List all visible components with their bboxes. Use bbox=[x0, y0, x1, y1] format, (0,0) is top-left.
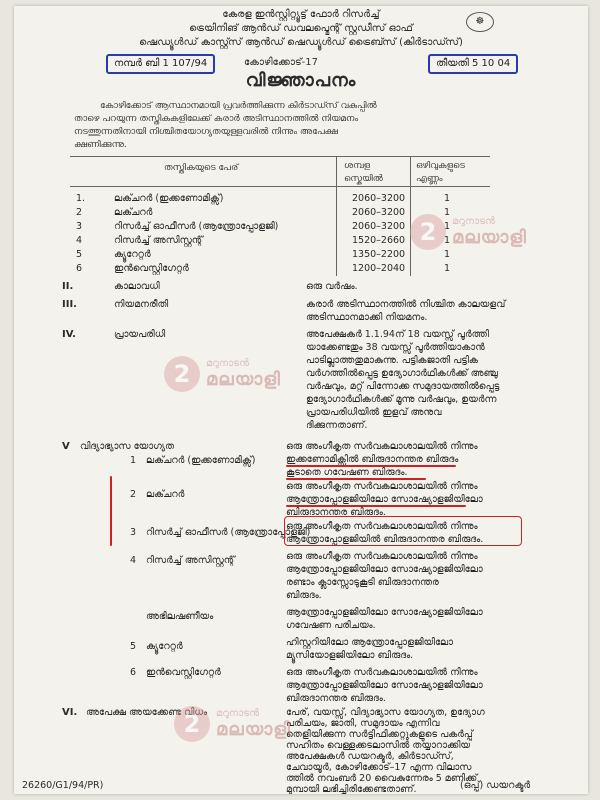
section-number: IV. bbox=[62, 329, 76, 340]
table-row-vacancy: 1 bbox=[444, 249, 451, 260]
section-number: VI. bbox=[62, 707, 78, 718]
intro-line: താഴെ പറയുന്ന തസ്തികകളിലേക്ക് കരാർ അടിസ്ഥാനത്തിൽ നിയമനം bbox=[74, 114, 359, 124]
footer-code: 26260/G1/94/PR) bbox=[22, 780, 104, 791]
section-label: വിദ്യാഭ്യാസ യോഗ്യത bbox=[80, 441, 175, 452]
qual-text: ആന്ത്രോപ്പോളജിയിൽ ബിരുദാനന്തര ബിരുദം. bbox=[286, 534, 484, 545]
qual-num: 4 bbox=[130, 555, 137, 566]
table-row-vacancy: 1 bbox=[444, 221, 451, 232]
pen-underline bbox=[286, 505, 466, 507]
qual-text: ഒരു അംഗീകൃത സർവകലാശാലയിൽ നിന്നും bbox=[286, 551, 478, 562]
table-row-num: 3 bbox=[76, 221, 83, 232]
qual-text: ഒരു അംഗീകൃത സർവകലാശാലയിൽ നിന്നും bbox=[286, 441, 478, 452]
watermark bbox=[410, 214, 527, 250]
table-row-scale: 1520–2660 bbox=[352, 235, 406, 246]
qual-num: 2 bbox=[130, 489, 137, 500]
table-row-post: ഇൻവെസ്റ്റിഗേറ്റർ bbox=[114, 263, 189, 274]
col-header-post: തസ്തികയുടെ പേര് bbox=[164, 163, 239, 173]
pen-underline bbox=[286, 478, 426, 480]
table-row-scale: 2060–3200 bbox=[352, 221, 406, 232]
table-row-post: റിസർച്ച് അസിസ്റ്റന്റ് bbox=[114, 235, 203, 246]
table-row-num: 2 bbox=[76, 207, 83, 218]
watermark-big: മലയാളി bbox=[206, 369, 281, 390]
table-row-scale: 2060–3200 bbox=[352, 207, 406, 218]
notification-document bbox=[14, 6, 588, 794]
qual-text: ഗവേഷണ പരിചയം. bbox=[286, 620, 376, 631]
section-text: പാടില്ലാത്തതുമാകുന്നു. പട്ടികജാതി പട്ടിക bbox=[306, 355, 478, 366]
pen-underline bbox=[286, 465, 456, 467]
table-row-scale: 1350–2200 bbox=[352, 249, 406, 260]
watermark-small: മറുനാടൻ bbox=[216, 708, 260, 719]
table-row-num: 1. bbox=[76, 193, 86, 204]
watermark-small: മറുനാടൻ bbox=[452, 216, 496, 227]
qual-post: റിസർച്ച് അസിസ്റ്റന്റ് bbox=[146, 555, 235, 566]
intro-line: നടത്തുന്നതിനായി നിശ്ചിതയോഗ്യതയുള്ളവരിൽ നിന്നും അപേക്ഷ bbox=[74, 127, 338, 137]
qual-post: അഭിലഷണീയം bbox=[146, 611, 214, 622]
qual-text: ആന്ത്രോപ്പോളജിയിലോ സോഷ്യോളജിയിലോ bbox=[286, 680, 483, 691]
section-label: പ്രായപരിധി bbox=[114, 329, 166, 340]
qual-text: ഹിസ്റ്ററിയിലോ ആന്ത്രോപ്പോളജിയിലോ bbox=[286, 637, 453, 648]
section-text: തെളിയിക്കുന്ന സർട്ടിഫിക്കറ്റുകളുടെ പകർപ്പ് bbox=[286, 729, 473, 740]
intro-line: കോഴിക്കോട് ആസ്ഥാനമായി പ്രവർത്തിക്കുന്ന കിർടാഡ്സ് വകുപ്പിൽ bbox=[100, 101, 377, 111]
qual-num: 1 bbox=[130, 455, 137, 466]
qual-post: ലക്ചറർ bbox=[146, 489, 185, 500]
emblem-icon: ☸ bbox=[466, 12, 494, 32]
table-row-num: 5 bbox=[76, 249, 83, 260]
qual-num: 5 bbox=[130, 641, 137, 652]
qual-text: ഇക്കണോമിക്സിൽ ബിരുദാനന്തര ബിരുദം bbox=[286, 454, 459, 465]
section-text: വർഗത്തിൽപ്പെട്ട ഉദ്യോഗാർഥികൾക്ക് അഞ്ചു bbox=[306, 368, 498, 379]
table-row-vacancy: 1 bbox=[444, 263, 451, 274]
section-text: പരിചയം, ജാതി, സമുദായം എന്നിവ bbox=[286, 718, 440, 729]
section-text: ദിക്കുന്നതാണ്. bbox=[306, 420, 368, 431]
signature: (ഒപ്പ്) ഡയറക്ടർ bbox=[460, 780, 531, 791]
section-text: ചേവായൂർ, കോഴിക്കോട്–17 എന്ന വിലാസ bbox=[286, 762, 472, 773]
section-text: അടിസ്ഥാനമാക്കി നിയമനം. bbox=[306, 312, 428, 323]
watermark-big: മലയാളി bbox=[452, 227, 527, 248]
section-text: സഹിതം വെള്ളക്കടലാസിൽ തയ്യാറാക്കിയ bbox=[286, 740, 471, 751]
qual-post: റിസർച്ച് ഓഫീസർ (ആന്ത്രോപ്പോളജി) bbox=[146, 527, 311, 538]
qual-text: ആന്ത്രോപ്പോളജിയിലോ സോഷ്യോളജിയിലോ bbox=[286, 494, 483, 505]
section-number: II. bbox=[62, 281, 74, 292]
watermark-logo-icon: 2 bbox=[410, 214, 446, 250]
qual-text: ഒരു അംഗീകൃത സർവകലാശാലയിൽ നിന്നും bbox=[286, 481, 478, 492]
table-row-post: ലക്ചറർ bbox=[114, 207, 153, 218]
section-text: പ്രായപരിധിയിൽ ഇളവ് അനുവ bbox=[306, 407, 442, 418]
qual-text: കൂടാതെ ഗവേഷണ ബിരുദം. bbox=[286, 467, 408, 478]
section-text: മുമ്പായി ലഭിച്ചിരിക്കേണ്ടതാണ്. bbox=[286, 784, 417, 794]
section-text: കരാർ അടിസ്ഥാനത്തിൽ നിശ്ചിത കാലയളവ് bbox=[306, 299, 506, 310]
qual-text: ബിരുദാനന്തര ബിരുദം. bbox=[286, 507, 386, 518]
table-row-post: ലക്ചറർ (ഇക്കണോമിക്സ്) bbox=[114, 193, 224, 204]
section-text: ഒരു വർഷം. bbox=[306, 281, 358, 292]
qual-text: ബിരുദം. bbox=[286, 590, 322, 601]
section-label: കാലാവധി bbox=[114, 281, 160, 292]
section-number: III. bbox=[62, 299, 77, 310]
qual-text: ആന്ത്രോപ്പോളജിയിലോ സോഷ്യോളജിയിലോ bbox=[286, 607, 483, 618]
section-text: അപേക്ഷകൾ ഡയറക്ടർ, കിർടാഡ്സ്, bbox=[286, 751, 454, 762]
page-title: വിജ്ഞാപനം bbox=[245, 70, 357, 91]
header-line-1: കേരള ഇൻസ്റ്റിറ്റ്യൂട്ട് ഫോർ റിസർച്ച് bbox=[222, 9, 380, 20]
qual-post: ലക്ചറർ (ഇക്കണോമിക്സ്) bbox=[146, 455, 256, 466]
place: കോഴിക്കോട്-17 bbox=[244, 57, 319, 68]
table-row-vacancy: 1 bbox=[444, 193, 451, 204]
intro-line: ക്ഷണിക്കുന്നു. bbox=[74, 140, 127, 150]
table-row-post: റിസർച്ച് ഓഫീസർ (ആന്ത്രോപ്പോളജി) bbox=[114, 221, 279, 232]
table-row-num: 6 bbox=[76, 263, 83, 274]
watermark-logo-icon: 2 bbox=[174, 706, 210, 742]
qual-text: ഒരു അംഗീകൃത സർവകലാശാലയിൽ നിന്നും bbox=[286, 521, 478, 532]
section-text: അപേക്ഷകർ 1.1.94ന് 18 വയസ്സ് പൂർത്തി bbox=[306, 329, 489, 340]
qual-text: ആന്ത്രോപ്പോളജിയിലോ സോഷ്യോളജിയിലോ bbox=[286, 564, 483, 575]
header-line-2: ട്രെയിനിങ് ആൻഡ് ഡവലപ്മെന്റ് സ്റ്റഡീസ് ഓഫ് bbox=[189, 23, 413, 34]
qual-text: ബിരുദാനന്തര ബിരുദം. bbox=[286, 693, 386, 704]
header-line-3: ഷെഡ്യൂൾഡ് കാസ്റ്റ്സ് ആൻഡ് ഷെഡ്യൂൾഡ് ട്രൈബ്സ് (കിർടാഡ്സ്) bbox=[139, 37, 463, 48]
section-label: അപേക്ഷ അയക്കേണ്ട വിധം bbox=[86, 707, 208, 718]
col-header-scale: ശമ്പള സ്കെയിൽ bbox=[344, 161, 383, 184]
section-label: നിയമനരീതി bbox=[114, 299, 169, 310]
watermark bbox=[164, 356, 281, 392]
watermark-logo-icon: 2 bbox=[164, 356, 200, 392]
table-row-scale: 1200–2040 bbox=[352, 263, 406, 274]
section-text: ത്തിൽ നവംബർ 20 വൈകുന്നേരം 5 മണിക്ക് bbox=[286, 773, 478, 784]
section-text: യാക്കേണ്ടതും 38 വയസ്സ് പൂർത്തിയാകാൻ bbox=[306, 342, 485, 353]
section-text: വർഷവും, മറ്റ് പിന്നോക്ക സമുദായത്തിൽപ്പെട്ട bbox=[306, 381, 500, 392]
qual-post: ക്യൂറേറ്റർ bbox=[146, 641, 183, 652]
section-number: V bbox=[62, 441, 70, 452]
qual-text: മ്യൂസിയോളജിയിലോ ബിരുദം. bbox=[286, 650, 414, 661]
table-row-scale: 2060–3200 bbox=[352, 193, 406, 204]
table-row-num: 4 bbox=[76, 235, 83, 246]
col-header-vacancy: ഒഴിവുകളുടെ എണ്ണം bbox=[416, 161, 465, 184]
watermark-big: മലയാളി bbox=[216, 719, 291, 740]
date: തീയതി 5 10 04 bbox=[428, 54, 518, 74]
table-row-vacancy: 1 bbox=[444, 235, 451, 246]
qual-text: രണ്ടാം ക്ലാസ്സോടുകൂടി ബിരുദാനന്തര bbox=[286, 577, 439, 588]
watermark-small: മറുനാടൻ bbox=[206, 358, 250, 369]
section-text: ഉദ്യോഗാർഥികൾക്ക് മൂന്നു വർഷവും, ഉയർന്ന bbox=[306, 394, 497, 405]
section-text: പേര്, വയസ്സ്, വിദ്യാഭ്യാസ യോഗ്യത, ഉദ്യോഗ bbox=[286, 707, 485, 718]
qual-num: 6 bbox=[130, 667, 137, 678]
table-row-post: ക്യൂറേറ്റർ bbox=[114, 249, 151, 260]
qual-num: 3 bbox=[130, 527, 137, 538]
qual-post: ഇൻവെസ്റ്റിഗേറ്റർ bbox=[146, 667, 221, 678]
table-row-vacancy: 1 bbox=[444, 207, 451, 218]
reference-number: നമ്പർ ബി 1 107/94 bbox=[106, 54, 215, 74]
pen-circle bbox=[284, 516, 522, 546]
qual-text: ഒരു അംഗീകൃത സർവകലാശാലയിൽ നിന്നും bbox=[286, 667, 478, 678]
pen-bracket bbox=[110, 476, 112, 546]
